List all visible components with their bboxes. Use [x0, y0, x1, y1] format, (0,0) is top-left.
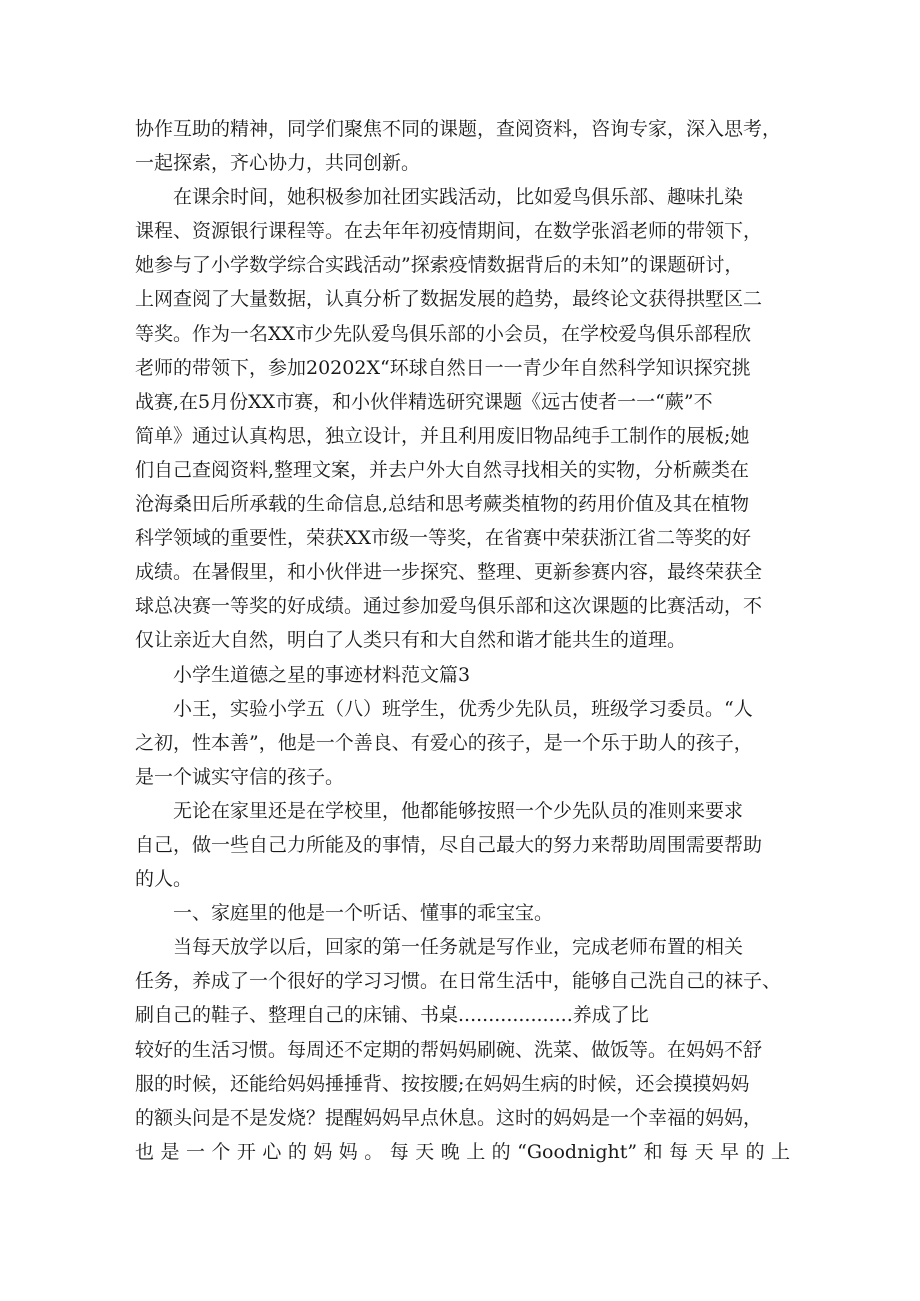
text-line: 之初，性本善”，他是一个善良、有爱心的孩子，是一个乐于助人的孩子，: [135, 731, 753, 754]
text-line: 简单》通过认真构思，独立设计，并且利用废旧物品纯手工制作的展板;她: [135, 424, 750, 447]
text-line: 刷自己的鞋子、整理自己的床铺、书桌...................养成了比: [135, 1004, 649, 1027]
text-line: 战赛,在5月份XX市赛，和小伙伴精选研究课题《远古使者一一“蕨”不: [135, 390, 713, 413]
paragraph-start-line: 无论在家里还是在学校里，他都能够按照一个少先队员的准则来要求: [173, 799, 744, 822]
text-line: 沧海桑田后所承载的生命信息,总结和思考蕨类植物的药用价值及其在植物: [135, 493, 750, 516]
text-line: 自己，做一些自己力所能及的事情，尽自己最大的努力来帮助周围需要帮助: [135, 833, 763, 856]
text-line: 协作互助的精神，同学们聚焦不同的课题，查阅资料，咨询专家，深入思考，: [135, 118, 782, 140]
text-line: 的额头问是不是发烧？提醒妈妈早点休息。这时的妈妈是一个幸福的妈妈，: [135, 1106, 763, 1129]
text-line: 球总决赛一等奖的好成绩。通过参加爱鸟俱乐部和这次课题的比赛活动，不: [135, 595, 763, 618]
paragraph-start-line: 小王，实验小学五（八）班学生，优秀少先队员，班级学习委员。“人: [173, 697, 753, 720]
text-line: 成绩。在暑假里，和小伙伴进一步探究、整理、更新参赛内容，最终荣获全: [135, 561, 763, 584]
text-line: 科学领域的重要性，荣获XX市级一等奖，在省赛中荣获浙江省二等奖的好: [135, 527, 752, 550]
paragraph-start-line: 在课余时间，她积极参加社团实践活动，比如爱鸟俱乐部、趣味扎染: [173, 186, 744, 209]
text-line: 上网查阅了大量数据，认真分析了数据发展的趋势，最终论文获得拱墅区二: [135, 288, 763, 311]
section-heading: 小学生道德之星的事迹材料范文篇3: [173, 663, 471, 686]
text-line: 老师的带领下，参加20202X“环球自然日一一青少年自然科学知识探究挑: [135, 356, 751, 379]
text-line: 一起探索，齐心协力，共同创新。: [135, 152, 421, 175]
document-page: [135, 112, 795, 1169]
text-line: 是一个诚实守信的孩子。: [135, 765, 345, 788]
text-line: 也是一个开心的妈妈。每天晚上的“Goodnight”和每天早的上: [135, 1140, 790, 1163]
text-line: 较好的生活习惯。每周还不定期的帮妈妈刷碗、洗菜、做饭等。在妈妈不舒: [135, 1038, 763, 1061]
text-line: 服的时候，还能给妈妈捶捶背、按按腰;在妈妈生病的时候，还会摸摸妈妈: [135, 1072, 750, 1095]
subsection-heading: 一、家庭里的他是一个听话、懂事的乖宝宝。: [173, 902, 554, 925]
text-line: 的人。: [135, 868, 193, 891]
text-line: 等奖。作为一名XX市少先队爱鸟俱乐部的小会员，在学校爱鸟俱乐部程欣: [135, 322, 752, 345]
paragraph-start-line: 当每天放学以后，回家的第一任务就是写作业，完成老师布置的相关: [173, 936, 744, 959]
text-line: 课程、资源银行课程等。在去年年初疫情期间，在数学张滔老师的带领下，: [135, 220, 763, 243]
text-line: 们自己查阅资料,整理文案，并去户外大自然寻找相关的实物，分析蕨类在: [135, 458, 750, 481]
text-line: 仅让亲近大自然，明白了人类只有和大自然和谐才能共生的道理。: [135, 629, 687, 652]
text-line: 她参与了小学数学综合实践活动”探索疫情数据背后的未知”的课题研讨，: [135, 254, 744, 277]
text-line: 任务，养成了一个很好的学习习惯。在日常生活中，能够自己洗自己的袜子、: [135, 970, 782, 993]
